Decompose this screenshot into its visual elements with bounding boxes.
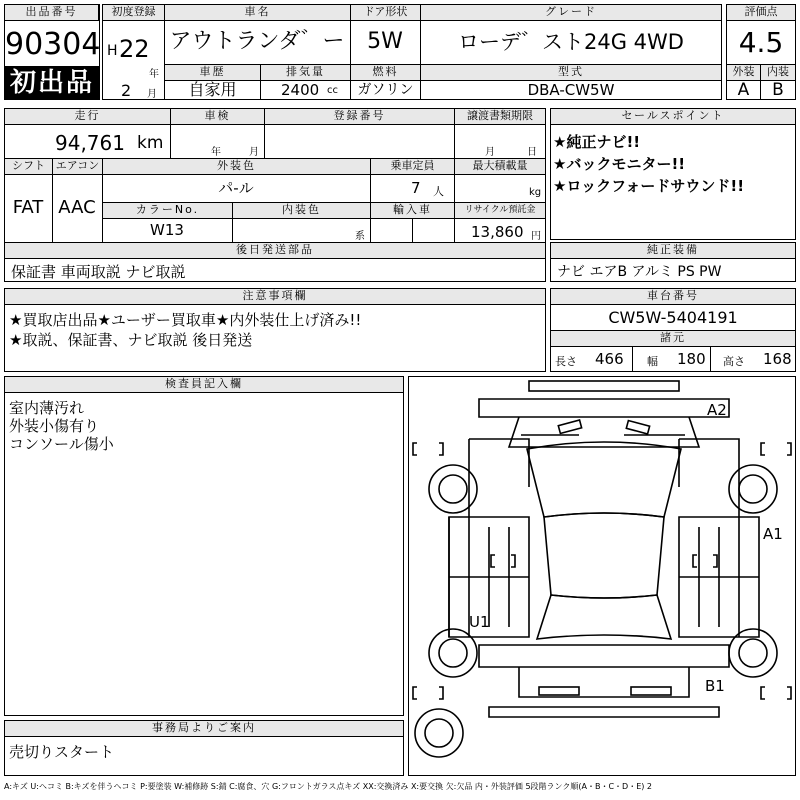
tire-front-right <box>729 465 777 513</box>
selling-points-box <box>550 108 796 240</box>
model: DBA-CW5W <box>527 81 615 99</box>
mark-u1: U1 <box>469 613 490 631</box>
displacement: 2400 <box>281 81 320 99</box>
bracket-left-rear <box>413 687 443 699</box>
inspector-line-1: 室内薄汚れ <box>9 399 85 417</box>
front-grille <box>479 399 729 417</box>
door-type: 5W <box>367 29 403 54</box>
legend: A:キズ U:ヘコミ B:キズを伴うヘコミ P:要塗装 W:補修跡 S:錆 C:腐食、穴 G:フロントガラス点キズ XX:交換済み X:要交換 欠:欠品 内・外装評価 5段階ランク順(A・B・C・D・E) 2 <box>4 782 653 791</box>
windshield <box>527 442 681 517</box>
rear-window <box>537 595 671 639</box>
width: 180 <box>677 350 706 368</box>
height-label: 高さ <box>723 355 745 368</box>
recycle-amount: 13,860 <box>471 223 524 241</box>
exterior-color-label: 外装色 <box>103 159 371 175</box>
bracket-left-front <box>413 443 443 455</box>
capacity-cell <box>371 175 455 203</box>
score-label: 評価点 <box>727 5 795 21</box>
damage-diagram-box <box>408 376 796 776</box>
transfer-day-unit: 日 <box>527 147 537 158</box>
rear-hatch <box>519 667 689 697</box>
selling-point-3: ★ロックフォードサウンド!! <box>553 177 745 195</box>
import-cell-2 <box>413 219 455 243</box>
note-line-1: ★買取店出品★ユーザー買取車★内外装仕上げ済み!! <box>9 311 362 329</box>
car-name: アウトランダ゛ー <box>169 29 345 54</box>
bracket-right-rear <box>761 687 791 699</box>
office-label: 事務局よりご案内 <box>5 721 403 737</box>
capacity-unit: 人 <box>433 185 444 198</box>
mileage-cell <box>5 125 171 159</box>
interior-label: 内装 <box>761 65 795 81</box>
year-unit: 年 <box>149 69 159 80</box>
first-reg-label: 初度登録 <box>103 5 165 21</box>
max-load-label: 最大積載量 <box>455 159 545 175</box>
note-line-2: ★取説、保証書、ナビ取説 後日発送 <box>9 331 253 349</box>
reg-month: 2 <box>121 81 132 100</box>
chassis-box <box>550 288 796 372</box>
aircon-cell <box>53 175 103 243</box>
transfer-month-unit: 月 <box>485 147 495 158</box>
recycle-unit: 円 <box>531 231 541 242</box>
shift-label: シフト <box>5 159 53 175</box>
later-parts-label: 後日発送部品 <box>5 243 545 259</box>
car-name-label: 車名 <box>165 5 351 21</box>
mark-a2: A2 <box>707 401 727 419</box>
right-fender <box>679 439 739 517</box>
reg-month-cell <box>103 81 165 99</box>
inspection-cell <box>171 125 265 159</box>
office-box <box>4 720 404 776</box>
reg-year: 22 <box>119 35 150 63</box>
lot-number: 90304 <box>5 27 101 62</box>
fuel: ガソリン <box>351 81 421 99</box>
inspector-box <box>4 376 404 716</box>
spare-tire <box>415 709 463 757</box>
chassis-number: CW5W-5404191 <box>551 305 795 331</box>
inspection-label: 車検 <box>171 109 265 125</box>
roof <box>544 513 664 598</box>
max-load-unit: kg <box>529 187 542 198</box>
bracket-right-mid <box>693 555 717 567</box>
inspector-label: 検査員記入欄 <box>5 377 403 393</box>
capacity-label: 乗車定員 <box>371 159 455 175</box>
month-unit: 月 <box>147 89 157 100</box>
mark-a1: A1 <box>763 525 783 543</box>
headlight-right <box>626 421 649 434</box>
exterior-color-cell <box>103 175 371 203</box>
notes-label: 注意事項欄 <box>5 289 545 305</box>
color-no: W13 <box>150 221 184 239</box>
import-cell-1 <box>371 219 413 243</box>
mileage: 94,761 <box>55 131 125 155</box>
height-cell <box>711 347 795 371</box>
era: H <box>107 43 118 59</box>
exterior-score: A <box>727 81 761 99</box>
interior-color-label: 内装色 <box>233 203 371 219</box>
inspection-month-unit: 月 <box>249 147 259 158</box>
max-load-cell <box>455 175 545 203</box>
model-label: 型式 <box>421 65 721 81</box>
details-box <box>4 108 546 282</box>
headlight-left <box>558 420 581 433</box>
interior-color-cell <box>233 219 371 243</box>
color-no-cell <box>103 219 233 243</box>
taillight-right <box>631 687 671 695</box>
history-label: 車歴 <box>165 65 261 81</box>
equipment-label: 純正装備 <box>551 243 795 259</box>
recycle-cell <box>455 219 545 243</box>
car-diagram <box>409 377 795 775</box>
displacement-cell <box>261 81 351 99</box>
mark-b1: B1 <box>705 677 725 695</box>
aircon: AAC <box>58 197 96 218</box>
door-cell <box>351 21 421 65</box>
office-message: 売切りスタート <box>9 743 115 761</box>
displacement-label: 排気量 <box>261 65 351 81</box>
recycle-label: リサイクル預託金 <box>455 203 545 219</box>
first-listing-badge: 初出品 <box>4 66 100 100</box>
transfer-label: 譲渡書類期限 <box>455 109 545 125</box>
equipment-box <box>550 242 796 282</box>
score-box <box>726 4 796 100</box>
notes-box <box>4 288 546 372</box>
grade: ローデ゛スト24G 4WD <box>458 30 684 54</box>
score: 4.5 <box>727 21 795 65</box>
chassis-label: 車台番号 <box>551 289 795 305</box>
taillight-left <box>539 687 579 695</box>
reg-number-label: 登録番号 <box>265 109 455 125</box>
shift-cell <box>5 175 53 243</box>
exterior-color: パ-ル <box>218 179 254 197</box>
length-cell <box>551 347 633 371</box>
mileage-unit: km <box>137 133 164 153</box>
first-reg-cell <box>103 21 165 81</box>
car-name-cell <box>165 21 351 65</box>
rear-panel <box>479 645 729 667</box>
capacity: 7 <box>411 179 421 197</box>
selling-point-1: ★純正ナビ!! <box>553 133 641 151</box>
history: 自家用 <box>165 81 261 99</box>
length-label: 長さ <box>555 355 577 368</box>
width-cell <box>633 347 711 371</box>
bracket-right-front <box>761 443 791 455</box>
selling-points-label: セールスポイント <box>551 109 795 125</box>
grade-cell <box>421 21 721 65</box>
shift: FAT <box>12 197 44 218</box>
fuel-label: 燃料 <box>351 65 421 81</box>
inspection-year-unit: 年 <box>211 147 221 158</box>
later-parts: 保証書 車両取説 ナビ取説 <box>11 263 186 281</box>
exterior-label: 外装 <box>727 65 761 81</box>
lot-number-label: 出品番号 <box>5 5 99 21</box>
aircon-label: エアコン <box>53 159 103 175</box>
height: 168 <box>763 350 792 368</box>
door-label: ドア形状 <box>351 5 421 21</box>
color-no-label: カラーNo. <box>103 203 233 219</box>
mileage-label: 走行 <box>5 109 171 125</box>
selling-point-2: ★バックモニター!! <box>553 155 686 173</box>
rear-bumper <box>489 707 719 717</box>
interior-color-unit: 系 <box>355 231 365 242</box>
import-label: 輸入車 <box>371 203 455 219</box>
vehicle-info-box <box>102 4 722 100</box>
bracket-left-mid <box>491 555 515 567</box>
equipment: ナビ エアB アルミ PS PW <box>557 264 722 280</box>
reg-number-cell <box>265 125 455 159</box>
transfer-cell <box>455 125 545 159</box>
dims-label: 諸元 <box>551 331 795 347</box>
displacement-unit: cc <box>327 85 338 96</box>
left-fender <box>469 439 529 517</box>
inspector-line-2: 外装小傷有り <box>9 417 100 435</box>
inspector-line-3: コンソール傷小 <box>9 435 114 453</box>
grade-label: グレード <box>421 5 721 21</box>
interior-score: B <box>772 80 784 100</box>
front-bumper <box>529 381 679 391</box>
length: 466 <box>595 350 624 368</box>
width-label: 幅 <box>647 355 658 368</box>
